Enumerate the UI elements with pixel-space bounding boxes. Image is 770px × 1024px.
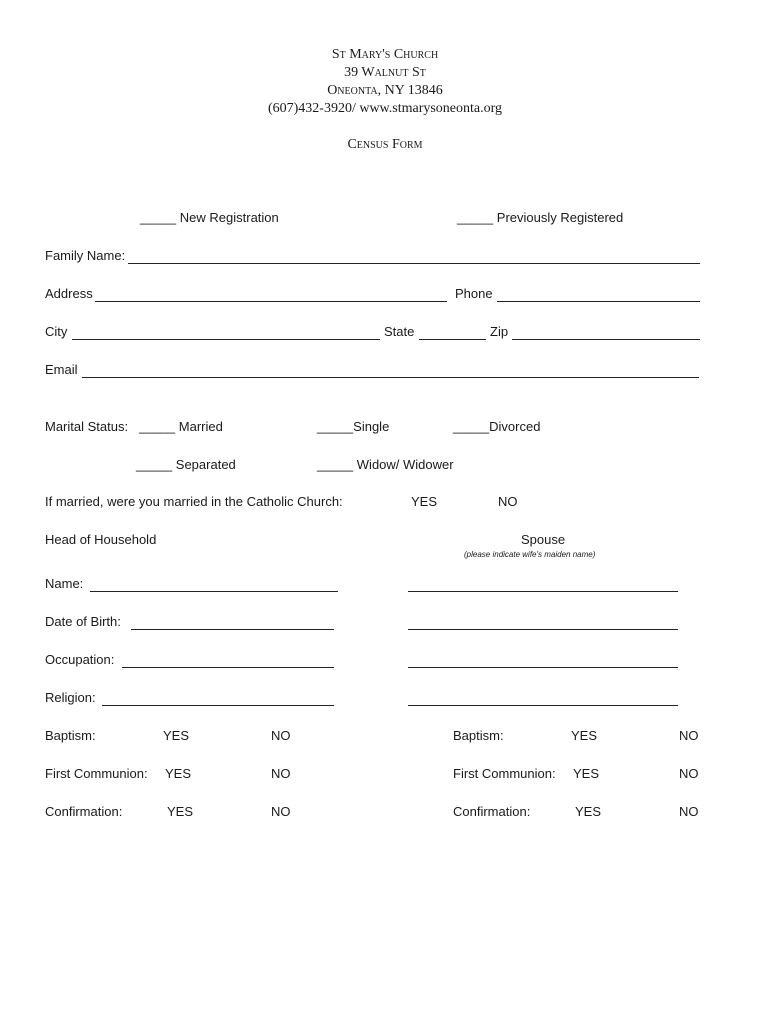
spouse-heading: Spouse [521, 532, 566, 547]
new-registration-blank[interactable]: _____ [140, 210, 177, 225]
widow-option[interactable] [317, 457, 454, 472]
city-label: City [45, 324, 68, 339]
spouse-baptism-no[interactable]: NO [679, 728, 699, 743]
dob-label: Date of Birth: [45, 614, 121, 629]
head-of-household-heading: Head of Household [45, 532, 157, 547]
head-confirmation-no[interactable]: NO [271, 804, 291, 819]
spouse-communion-yes[interactable]: YES [573, 766, 600, 781]
phone-field[interactable] [497, 301, 700, 302]
catholic-question-label: If married, were you married in the Catholic Church: [45, 494, 343, 509]
married-label: Married [178, 419, 223, 434]
head-baptism-no[interactable]: NO [271, 728, 291, 743]
spouse-communion-no[interactable]: NO [679, 766, 699, 781]
zip-field[interactable] [512, 339, 700, 340]
divorced-option[interactable] [453, 419, 540, 434]
widow-label: Widow/ Widower [356, 457, 454, 472]
head-communion-no[interactable]: NO [271, 766, 291, 781]
form-title: Census Form [347, 137, 423, 152]
phone-label: Phone [455, 286, 493, 301]
occupation-label: Occupation: [45, 652, 115, 667]
head-occupation-field[interactable] [122, 667, 334, 668]
spouse-name-field[interactable] [408, 591, 678, 592]
head-confirmation-yes[interactable]: YES [167, 804, 194, 819]
single-option[interactable] [317, 419, 389, 434]
address-label: Address [45, 286, 93, 301]
separated-label: Separated [175, 457, 236, 472]
previously-registered-option[interactable] [457, 210, 623, 225]
city-field[interactable] [72, 339, 380, 340]
head-dob-field[interactable] [131, 629, 334, 630]
state-label: State [384, 324, 415, 339]
email-field[interactable] [82, 377, 699, 378]
email-label: Email [45, 362, 78, 377]
family-name-field[interactable] [128, 263, 700, 264]
single-label: Single [353, 419, 390, 434]
head-communion-yes[interactable]: YES [165, 766, 192, 781]
state-field[interactable] [419, 339, 486, 340]
catholic-no-option[interactable]: NO [498, 494, 518, 509]
spouse-confirmation-label: Confirmation: [453, 804, 531, 819]
name-label: Name: [45, 576, 84, 591]
spouse-confirmation-no[interactable]: NO [679, 804, 699, 819]
head-religion-field[interactable] [102, 705, 334, 706]
separated-blank[interactable]: _____ [136, 457, 173, 472]
spouse-religion-field[interactable] [408, 705, 678, 706]
spouse-communion-label: First Communion: [453, 766, 556, 781]
head-baptism-yes[interactable]: YES [163, 728, 190, 743]
new-registration-option[interactable] [140, 210, 279, 225]
marital-status-label: Marital Status: [45, 419, 129, 434]
divorced-label: Divorced [489, 419, 541, 434]
previously-registered-blank[interactable]: _____ [457, 210, 494, 225]
separated-option[interactable] [136, 457, 236, 472]
city-line: Oneonta, NY 13846 [327, 83, 443, 98]
spouse-note: (please indicate wife's maiden name) [464, 550, 596, 559]
head-baptism-label: Baptism: [45, 728, 96, 743]
family-name-label: Family Name: [45, 248, 126, 263]
married-blank[interactable]: _____ [139, 419, 176, 434]
new-registration-label: New Registration [179, 210, 279, 225]
religion-label: Religion: [45, 690, 96, 705]
widow-blank[interactable]: _____ [317, 457, 354, 472]
single-blank[interactable]: _____ [317, 419, 354, 434]
spouse-baptism-label: Baptism: [453, 728, 504, 743]
catholic-yes-option[interactable]: YES [411, 494, 438, 509]
spouse-dob-field[interactable] [408, 629, 678, 630]
previously-registered-label: Previously Registered [496, 210, 624, 225]
divorced-blank[interactable]: _____ [453, 419, 490, 434]
church-name: St Mary's Church [331, 47, 439, 62]
spouse-occupation-field[interactable] [408, 667, 678, 668]
zip-label: Zip [490, 324, 509, 339]
address-field[interactable] [95, 301, 447, 302]
head-communion-label: First Communion: [45, 766, 148, 781]
head-name-field[interactable] [90, 591, 338, 592]
head-confirmation-label: Confirmation: [45, 804, 123, 819]
spouse-confirmation-yes[interactable]: YES [575, 804, 602, 819]
married-option[interactable] [139, 419, 223, 434]
street-address: 39 Walnut St [344, 65, 426, 80]
contact-line: (607)432-3920/ www.stmarysoneonta.org [267, 101, 503, 116]
spouse-baptism-yes[interactable]: YES [571, 728, 598, 743]
